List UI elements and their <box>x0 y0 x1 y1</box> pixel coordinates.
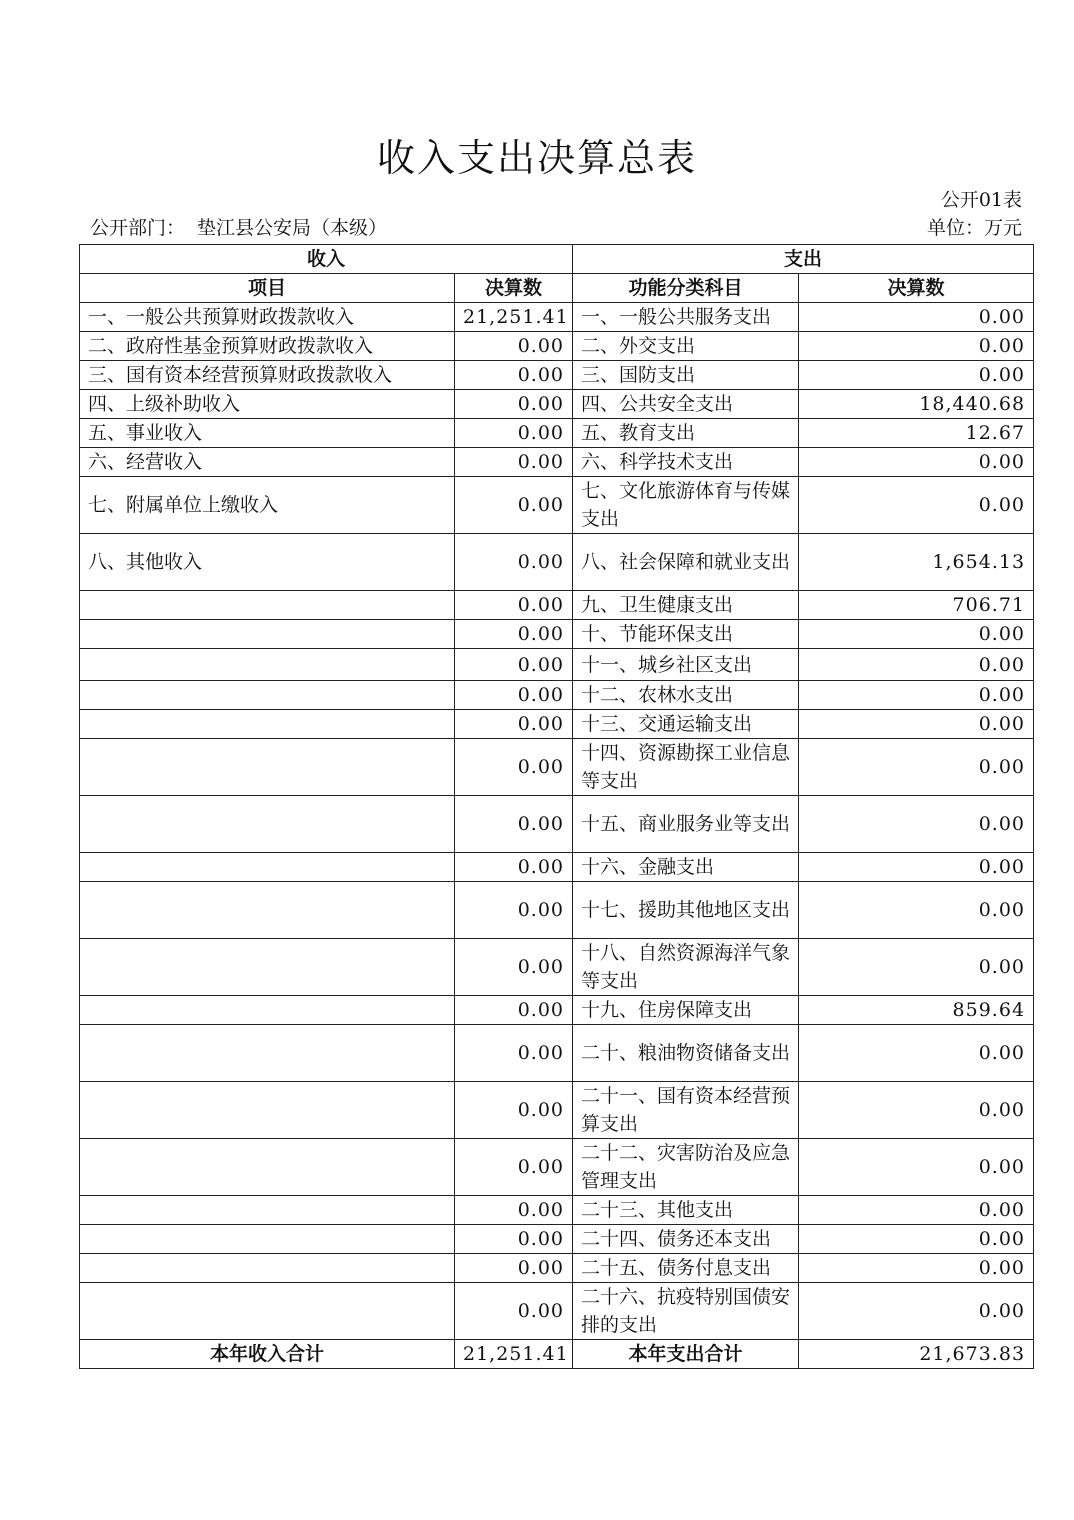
income-amount-cell: 0.00 <box>455 1025 573 1082</box>
table-row <box>80 996 1034 1025</box>
expense-amount-cell: 0.00 <box>799 739 1034 796</box>
expense-amount-cell: 706.71 <box>799 591 1034 620</box>
expense-item-cell: 十七、援助其他地区支出 <box>573 882 799 939</box>
expense-amount-cell: 0.00 <box>799 681 1034 710</box>
income-amount-cell: 0.00 <box>455 939 573 996</box>
expense-amount-cell: 0.00 <box>799 1082 1034 1139</box>
table-row <box>80 1139 1034 1196</box>
expense-item-cell: 二十三、其他支出 <box>573 1196 799 1225</box>
expense-item-cell: 二十二、灾害防治及应急管理支出 <box>573 1139 799 1196</box>
expense-item-cell: 十、节能环保支出 <box>573 620 799 649</box>
income-item-cell: 六、经营收入 <box>80 448 455 477</box>
income-item-cell <box>80 1225 455 1254</box>
table-row <box>80 591 1034 620</box>
budget-table <box>79 244 1034 1369</box>
table-row <box>80 1196 1034 1225</box>
table-row <box>80 853 1034 882</box>
table-row <box>80 390 1034 419</box>
expense-item-cell: 五、教育支出 <box>573 419 799 448</box>
expense-amount-cell: 0.00 <box>799 1283 1034 1340</box>
income-amount-cell: 0.00 <box>455 882 573 939</box>
income-total-label: 本年收入合计 <box>80 1340 455 1369</box>
table-row <box>80 448 1034 477</box>
expense-item-cell: 八、社会保障和就业支出 <box>573 534 799 591</box>
unit-label: 单位：万元 <box>926 217 1022 239</box>
income-item-cell: 七、附属单位上缴收入 <box>80 477 455 534</box>
income-amount-cell: 0.00 <box>455 419 573 448</box>
income-total-amount: 21,251.41 <box>455 1340 573 1369</box>
expense-amount-cell: 0.00 <box>799 796 1034 853</box>
income-item-cell <box>80 1082 455 1139</box>
page-title: 收入支出决算总表 <box>376 136 697 180</box>
expense-amount-cell: 0.00 <box>799 1139 1034 1196</box>
table-row <box>80 1225 1034 1254</box>
expense-item-cell: 二十五、债务付息支出 <box>573 1254 799 1283</box>
income-amount-cell: 0.00 <box>455 1283 573 1340</box>
item-column-header: 项目 <box>80 274 455 303</box>
department-line <box>90 216 387 240</box>
expense-amount-cell: 0.00 <box>799 1025 1034 1082</box>
table-row <box>80 419 1034 448</box>
expense-amount-cell: 0.00 <box>799 1196 1034 1225</box>
income-item-cell <box>80 853 455 882</box>
expense-amount-cell: 0.00 <box>799 477 1034 534</box>
expense-item-cell: 九、卫生健康支出 <box>573 591 799 620</box>
income-item-cell: 四、上级补助收入 <box>80 390 455 419</box>
income-amount-cell: 0.00 <box>455 534 573 591</box>
income-item-cell: 三、国有资本经营预算财政拨款收入 <box>80 361 455 390</box>
expense-item-cell: 十四、资源勘探工业信息等支出 <box>573 739 799 796</box>
expense-item-cell: 一、一般公共服务支出 <box>573 303 799 332</box>
income-amount-cell: 0.00 <box>455 1139 573 1196</box>
table-row <box>80 477 1034 534</box>
department-label: 公开部门： <box>90 217 186 239</box>
expense-item-cell: 十五、商业服务业等支出 <box>573 796 799 853</box>
income-item-cell <box>80 710 455 739</box>
income-amount-cell: 0.00 <box>455 996 573 1025</box>
income-amount-cell: 0.00 <box>455 649 573 681</box>
income-item-cell <box>80 620 455 649</box>
income-amount-cell: 0.00 <box>455 853 573 882</box>
expense-total-amount: 21,673.83 <box>799 1340 1034 1369</box>
expense-item-cell: 二十四、债务还本支出 <box>573 1225 799 1254</box>
expense-item-cell: 十九、住房保障支出 <box>573 996 799 1025</box>
column-header-row <box>80 274 1034 303</box>
expense-item-cell: 三、国防支出 <box>573 361 799 390</box>
expense-section-header: 支出 <box>573 245 1034 274</box>
income-amount-cell: 0.00 <box>455 1082 573 1139</box>
expense-amount-cell: 1,654.13 <box>799 534 1034 591</box>
expense-amount-cell: 0.00 <box>799 361 1034 390</box>
expense-item-cell: 二十、粮油物资储备支出 <box>573 1025 799 1082</box>
income-amount-cell: 0.00 <box>455 332 573 361</box>
income-item-cell <box>80 796 455 853</box>
expense-amount-cell: 0.00 <box>799 1225 1034 1254</box>
expense-amount-cell: 18,440.68 <box>799 390 1034 419</box>
income-amount-cell: 0.00 <box>455 796 573 853</box>
income-item-cell: 八、其他收入 <box>80 534 455 591</box>
table-row <box>80 649 1034 681</box>
table-row <box>80 534 1034 591</box>
expense-item-cell: 六、科学技术支出 <box>573 448 799 477</box>
expense-amount-cell: 0.00 <box>799 332 1034 361</box>
income-item-cell <box>80 739 455 796</box>
expense-amount-cell: 0.00 <box>799 853 1034 882</box>
income-amount-cell: 0.00 <box>455 681 573 710</box>
income-amount-cell: 0.00 <box>455 390 573 419</box>
table-row <box>80 796 1034 853</box>
income-amount-cell: 0.00 <box>455 1196 573 1225</box>
income-item-cell <box>80 939 455 996</box>
table-code: 公开01表 <box>940 189 1022 211</box>
expense-amount-cell: 0.00 <box>799 620 1034 649</box>
expense-item-cell: 十一、城乡社区支出 <box>573 649 799 681</box>
expense-amount-cell: 0.00 <box>799 303 1034 332</box>
table-row <box>80 939 1034 996</box>
income-item-cell <box>80 649 455 681</box>
income-amount-cell: 0.00 <box>455 739 573 796</box>
income-item-cell <box>80 1139 455 1196</box>
expense-amount-cell: 0.00 <box>799 882 1034 939</box>
expense-amount-cell: 0.00 <box>799 1254 1034 1283</box>
totals-row <box>80 1340 1034 1369</box>
expense-amount-cell: 0.00 <box>799 649 1034 681</box>
expense-item-cell: 四、公共安全支出 <box>573 390 799 419</box>
expense-amount-cell: 859.64 <box>799 996 1034 1025</box>
table-row <box>80 620 1034 649</box>
expense-total-label: 本年支出合计 <box>573 1340 799 1369</box>
expense-item-cell: 二、外交支出 <box>573 332 799 361</box>
table-row <box>80 303 1034 332</box>
table-row <box>80 882 1034 939</box>
income-amount-cell: 0.00 <box>455 710 573 739</box>
income-item-cell: 五、事业收入 <box>80 419 455 448</box>
income-item-cell <box>80 681 455 710</box>
table-row <box>80 361 1034 390</box>
table-row <box>80 681 1034 710</box>
expense-item-cell: 二十六、抗疫特别国债安排的支出 <box>573 1283 799 1340</box>
income-item-cell <box>80 1196 455 1225</box>
expense-amount-cell: 0.00 <box>799 939 1034 996</box>
table-row <box>80 1254 1034 1283</box>
expense-amount-cell: 12.67 <box>799 419 1034 448</box>
income-item-cell <box>80 1025 455 1082</box>
expense-amount-cell: 0.00 <box>799 448 1034 477</box>
income-amount-cell: 0.00 <box>455 448 573 477</box>
income-item-cell <box>80 591 455 620</box>
expense-item-cell: 十三、交通运输支出 <box>573 710 799 739</box>
income-item-cell <box>80 1254 455 1283</box>
expense-amount-cell: 0.00 <box>799 710 1034 739</box>
table-row <box>80 710 1034 739</box>
income-item-cell: 二、政府性基金预算财政拨款收入 <box>80 332 455 361</box>
table-row <box>80 739 1034 796</box>
income-amount-cell: 21,251.41 <box>455 303 573 332</box>
table-row <box>80 1025 1034 1082</box>
expense-item-cell: 十二、农林水支出 <box>573 681 799 710</box>
expense-item-cell: 十八、自然资源海洋气象等支出 <box>573 939 799 996</box>
income-item-cell <box>80 1283 455 1340</box>
expense-amount-column-header: 决算数 <box>799 274 1034 303</box>
income-amount-cell: 0.00 <box>455 1254 573 1283</box>
income-section-header: 收入 <box>80 245 573 274</box>
table-row <box>80 332 1034 361</box>
section-header-row <box>80 245 1034 274</box>
department-name: 垫江县公安局（本级） <box>197 217 388 239</box>
income-amount-cell: 0.00 <box>455 361 573 390</box>
function-item-column-header: 功能分类科目 <box>573 274 799 303</box>
expense-item-cell: 七、文化旅游体育与传媒支出 <box>573 477 799 534</box>
table-row <box>80 1082 1034 1139</box>
table-row <box>80 1283 1034 1340</box>
income-amount-cell: 0.00 <box>455 1225 573 1254</box>
expense-item-cell: 二十一、国有资本经营预算支出 <box>573 1082 799 1139</box>
income-item-cell <box>80 996 455 1025</box>
income-item-cell <box>80 882 455 939</box>
income-item-cell: 一、一般公共预算财政拨款收入 <box>80 303 455 332</box>
income-amount-cell: 0.00 <box>455 477 573 534</box>
income-amount-cell: 0.00 <box>455 591 573 620</box>
income-amount-cell: 0.00 <box>455 620 573 649</box>
expense-item-cell: 十六、金融支出 <box>573 853 799 882</box>
income-amount-column-header: 决算数 <box>455 274 573 303</box>
